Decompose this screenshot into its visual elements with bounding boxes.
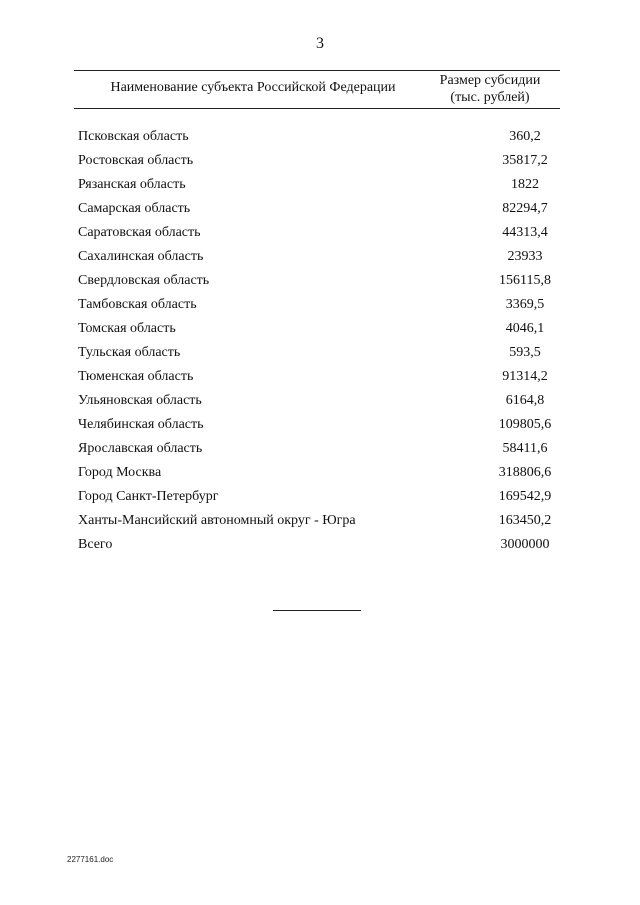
region-name: Свердловская область — [78, 273, 210, 288]
column-header-subsidy-line2: (тыс. рублей) — [450, 90, 530, 105]
subsidy-amount: 156115,8 — [499, 273, 551, 288]
region-name: Ярославская область — [78, 441, 203, 456]
subsidy-amount: 58411,6 — [502, 441, 548, 456]
table-row — [74, 149, 560, 173]
table-header-bottom-rule — [74, 108, 560, 109]
region-name: Челябинская область — [78, 417, 204, 432]
table-row — [74, 461, 560, 485]
subsidy-amount: 3369,5 — [505, 297, 545, 312]
region-name: Город Москва — [78, 465, 162, 480]
column-header-region: Наименование субъекта Российской Федерации — [110, 80, 396, 95]
table-row — [74, 389, 560, 413]
region-name: Тамбовская область — [78, 297, 197, 312]
region-name: Самарская область — [78, 201, 191, 216]
end-of-table-rule — [273, 610, 361, 611]
subsidy-amount: 6164,8 — [505, 393, 545, 408]
table-row — [74, 509, 560, 533]
subsidy-amount: 593,5 — [509, 345, 541, 360]
subsidy-amount: 82294,7 — [502, 201, 548, 216]
table-row — [74, 485, 560, 509]
subsidy-amount: 318806,6 — [498, 465, 552, 480]
table-row-total — [74, 533, 560, 557]
table-row — [74, 245, 560, 269]
table-row — [74, 293, 560, 317]
region-name: Рязанская область — [78, 177, 186, 192]
table-row — [74, 413, 560, 437]
region-name: Саратовская область — [78, 225, 201, 240]
table-row — [74, 197, 560, 221]
table-row — [74, 365, 560, 389]
region-name: Ханты-Мансийский автономный округ - Югра — [78, 513, 356, 528]
table-row — [74, 125, 560, 149]
region-name: Псковская область — [78, 129, 189, 144]
region-name: Сахалинская область — [78, 249, 204, 264]
table-header-top-rule — [74, 70, 560, 71]
table-row — [74, 173, 560, 197]
subsidy-amount: 169542,9 — [498, 489, 552, 504]
region-name: Тюменская область — [78, 369, 194, 384]
total-label: Всего — [78, 537, 113, 552]
table-row — [74, 437, 560, 461]
region-name: Город Санкт-Петербург — [78, 489, 219, 504]
region-name: Ульяновская область — [78, 393, 202, 408]
table-row — [74, 341, 560, 365]
document-code: 2277161.doc — [67, 855, 114, 864]
subsidy-amount: 109805,6 — [498, 417, 552, 432]
region-name: Тульская область — [78, 345, 181, 360]
total-amount: 3000000 — [500, 537, 550, 552]
subsidy-amount: 91314,2 — [502, 369, 548, 384]
subsidy-amount: 360,2 — [509, 129, 541, 144]
subsidy-amount: 44313,4 — [502, 225, 548, 240]
subsidy-amount: 1822 — [511, 177, 539, 192]
region-name: Ростовская область — [78, 153, 194, 168]
page-number: 3 — [316, 35, 324, 52]
column-header-subsidy-line1: Размер субсидии — [439, 73, 541, 88]
region-name: Томская область — [78, 321, 176, 336]
subsidy-amount: 163450,2 — [498, 513, 552, 528]
table-row — [74, 269, 560, 293]
table-row — [74, 317, 560, 341]
column-header-subsidy — [420, 72, 560, 106]
table-row — [74, 221, 560, 245]
subsidy-amount: 35817,2 — [502, 153, 548, 168]
subsidy-amount: 4046,1 — [505, 321, 545, 336]
subsidy-amount: 23933 — [507, 249, 543, 264]
subsidy-table-body — [74, 125, 560, 557]
